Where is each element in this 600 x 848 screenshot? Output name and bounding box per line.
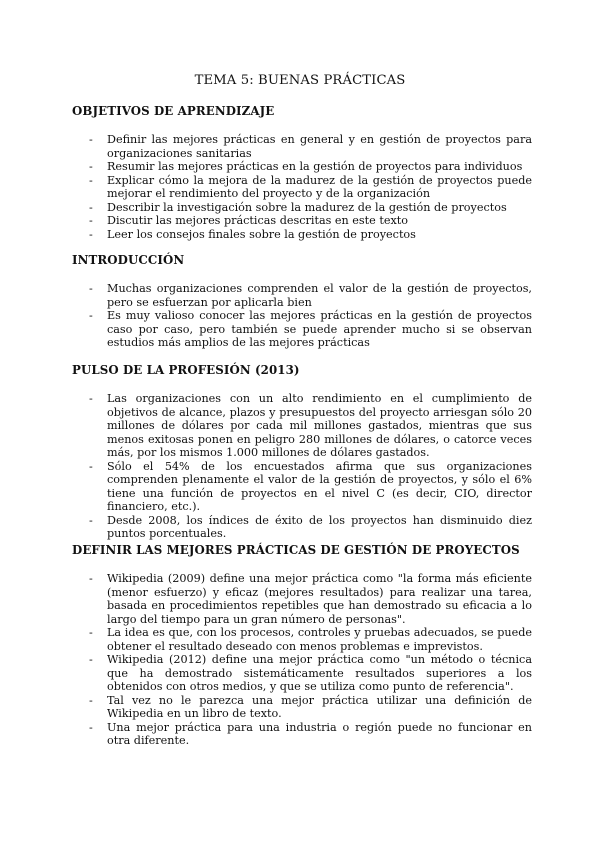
bullet-list (72, 392, 532, 541)
list-item: - Muchas organizaciones comprenden el valor de la gestión de proyectos, pero se esfuerzan por aplicarla bien (107, 282, 532, 309)
list-item: - Una mejor práctica para una industria o región puede no funcionar en otra diferente. (107, 721, 532, 748)
list-item: - Sólo el 54% de los encuestados afirma que sus organizaciones comprenden plenamente el valor de la gestión de proyectos, y sólo el 6% tiene una función de proyectos en el nivel C (es decir, CIO, director financiero, etc.). (107, 460, 532, 514)
list-item: - Wikipedia (2012) define una mejor práctica como "un método o técnica que ha demostrado sistemáticamente resultados superiores a los obtenidos con otros medios, y que se utiliza como punto de referencia". (107, 653, 532, 694)
list-item: - Es muy valioso conocer las mejores prácticas en la gestión de proyectos caso por caso, pero también se puede aprender mucho si se observan estudios más amplios de las mejores prácticas (107, 309, 532, 350)
section-learning-objectives (72, 104, 532, 241)
section-heading: OBJETIVOS DE APRENDIZAJE (72, 104, 275, 118)
list-item: - Resumir las mejores prácticas en la gestión de proyectos para individuos (107, 160, 532, 174)
section-define-best-practices (72, 543, 532, 748)
list-item: - Explicar cómo la mejora de la madurez de la gestión de proyectos puede mejorar el rendimiento del proyecto y de la organización (107, 174, 532, 201)
list-item: - Tal vez no le parezca una mejor práctica utilizar una definición de Wikipedia en un libro de texto. (107, 694, 532, 721)
section-heading: PULSO DE LA PROFESIÓN (2013) (72, 363, 300, 377)
section-pulse-of-profession (72, 363, 532, 541)
page-title: TEMA 5: BUENAS PRÁCTICAS (194, 73, 406, 88)
list-item: - Desde 2008, los índices de éxito de los proyectos han disminuido diez puntos porcentuales. (107, 514, 532, 541)
list-item: - Discutir las mejores prácticas descritas en este texto (107, 214, 532, 228)
list-item: - Describir la investigación sobre la madurez de la gestión de proyectos (107, 201, 532, 215)
list-item: - Wikipedia (2009) define una mejor práctica como "la forma más eficiente (menor esfuerzo) y eficaz (mejores resultados) para realizar una tarea, basada en procedimientos repetibles que han demostrado su eficacia a lo largo del tiempo para un gran número de personas". (107, 572, 532, 626)
list-item: - Definir las mejores prácticas en general y en gestión de proyectos para organizaciones sanitarias (107, 133, 532, 160)
bullet-list (72, 572, 532, 748)
bullet-list (72, 133, 532, 241)
list-item: - Leer los consejos finales sobre la gestión de proyectos (107, 228, 532, 242)
bullet-list (72, 282, 532, 350)
section-heading: INTRODUCCIÓN (72, 253, 185, 267)
section-heading: DEFINIR LAS MEJORES PRÁCTICAS DE GESTIÓN DE PROYECTOS (72, 543, 520, 557)
list-item: - La idea es que, con los procesos, controles y pruebas adecuados, se puede obtener el resultado deseado con menos problemas e imprevistos. (107, 626, 532, 653)
list-item: - Las organizaciones con un alto rendimiento en el cumplimiento de objetivos de alcance, plazos y presupuestos del proyecto arriesgan sólo 20 millones de dólares por cada mil millones gastados, mientras que sus menos exitosas ponen en peligro 280 millones de dólares, o catorce veces más, por los mismos 1.000 millones de dólares gastados. (107, 392, 532, 460)
section-introduction (72, 253, 532, 350)
